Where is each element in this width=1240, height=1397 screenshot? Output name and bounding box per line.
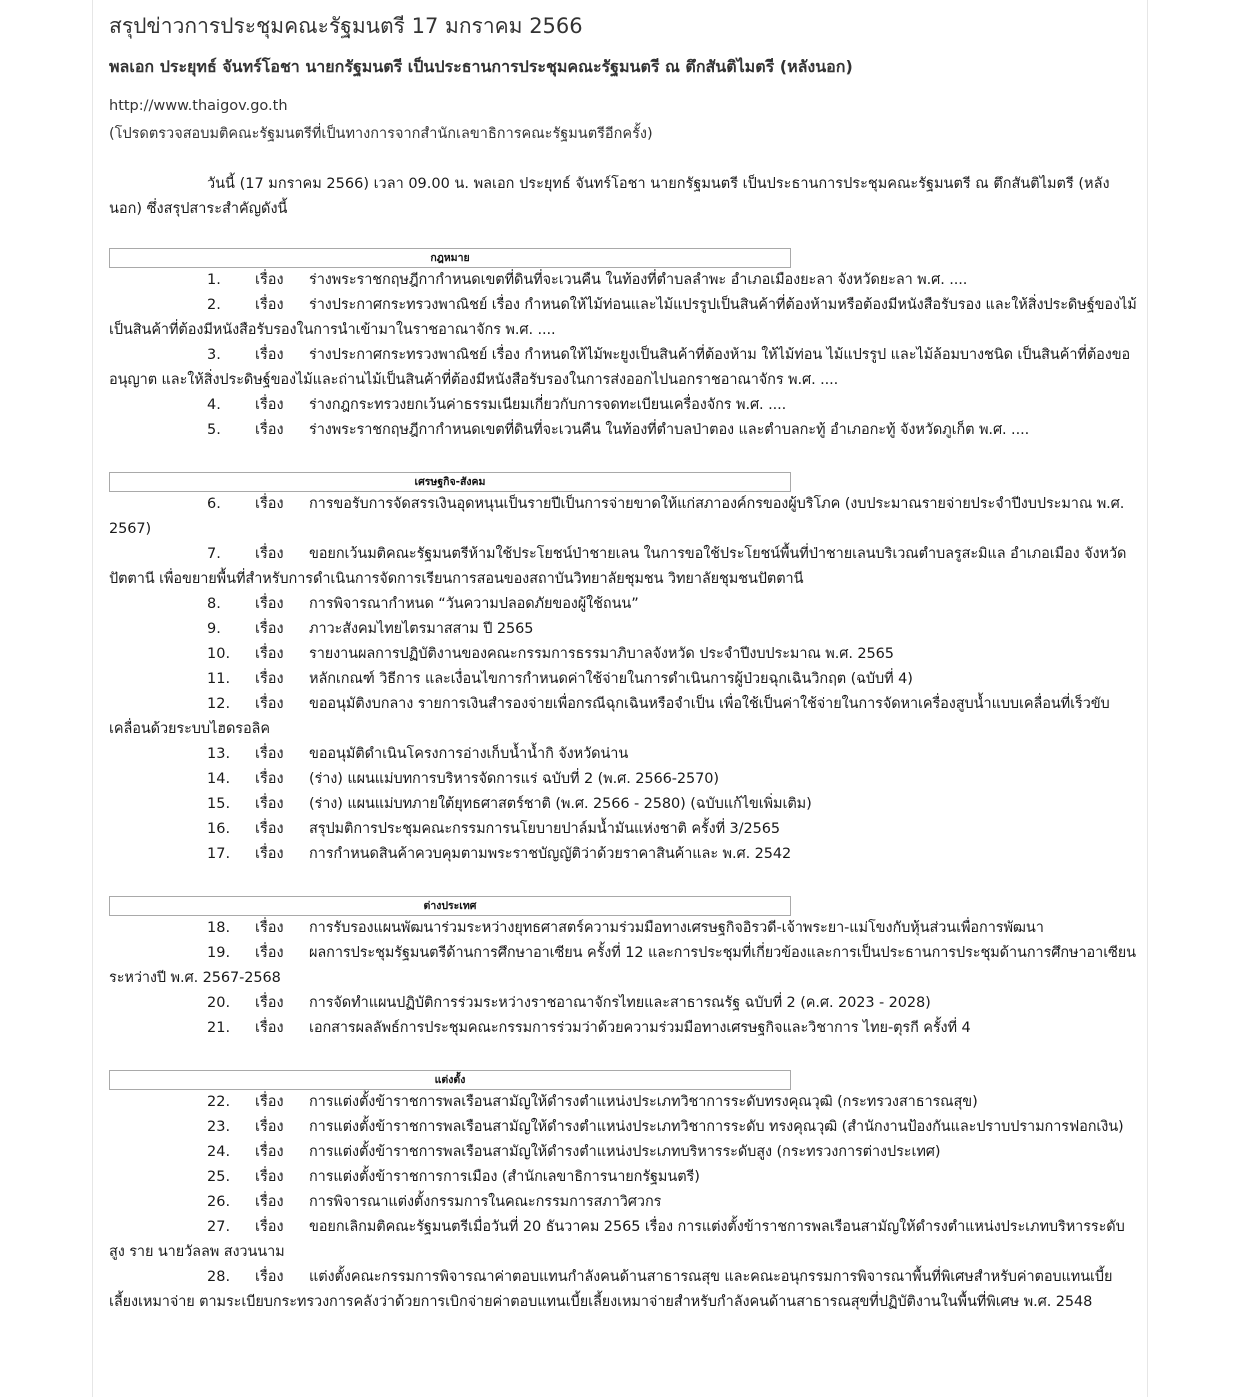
section-header: เศรษฐกิจ-สังคม <box>109 472 791 492</box>
agenda-item-text: การขอรับการจัดสรรเงินอุดหนุนเป็นรายปีเป็นการจ่ายขาดให้แก่สภาองค์กรของผู้บริโภค (งบประมาณรายจ่ายประจำปีงบประมาณ พ.ศ. 2567) <box>109 496 1125 537</box>
agenda-item-keyword: เรื่อง <box>255 1269 284 1285</box>
agenda-item-keyword: เรื่อง <box>255 496 284 512</box>
source-link[interactable]: http://www.thaigov.go.th <box>109 98 288 114</box>
agenda-item-text: สรุปมติการประชุมคณะกรรมการนโยบายปาล์มน้ำมันแห่งชาติ ครั้งที่ 3/2565 <box>309 821 780 837</box>
agenda-item-text: การกำหนดสินค้าควบคุมตามพระราชบัญญัติว่าด้วยราคาสินค้าและ พ.ศ. 2542 <box>309 846 792 862</box>
agenda-item <box>109 692 1139 742</box>
agenda-item <box>109 742 1139 767</box>
agenda-item-keyword: เรื่อง <box>255 297 284 313</box>
agenda-item-text: การแต่งตั้งข้าราชการการเมือง (สำนักเลขาธิการนายกรัฐมนตรี) <box>309 1169 700 1185</box>
agenda-item-text: ร่างประกาศกระทรวงพาณิชย์ เรื่อง กำหนดให้ไม้ท่อนและไม้แปรรูปเป็นสินค้าที่ต้องห้ามหรือต้องมีหนังสือรับรอง และให้สิ่งประดิษฐ์ของไม้เป็นสินค้าที่ต้องมีหนังสือรับรองในการนำเข้ามาในราชอาณาจักร พ.ศ. .... <box>109 297 1137 338</box>
agenda-item-number: 28. <box>207 1269 231 1285</box>
agenda-item-number: 4. <box>207 397 221 413</box>
agenda-item-text: ขอยกเว้นมติคณะรัฐมนตรีห้ามใช้ประโยชน์ป่าชายเลน ในการขอใช้ประโยชน์พื้นที่ป่าชายเลนบริเวณตำบลรูสะมิแล อำเภอเมือง จังหวัดปัตตานี เพื่อขยายพื้นที่สำหรับการดำเนินการจัดการเรียนการสอนของสถาบันวิทยาลัยชุมชน วิทยาลัยชุมชนปัตตานี <box>109 546 1127 587</box>
agenda-item <box>109 642 1139 667</box>
section-header: แต่งตั้ง <box>109 1070 791 1090</box>
agenda-item-keyword: เรื่อง <box>255 796 284 812</box>
page-subtitle: พลเอก ประยุทธ์ จันทร์โอชา นายกรัฐมนตรี เป็นประธานการประชุมคณะรัฐมนตรี ณ ตึกสันติไมตรี (หลังนอก) <box>109 57 853 76</box>
agenda-item-text: ร่างพระราชกฤษฎีกากำหนดเขตที่ดินที่จะเวนคืน ในท้องที่ตำบลลำพะ อำเภอเมืองยะลา จังหวัดยะลา พ.ศ. .... <box>309 272 968 288</box>
agenda-item-number: 12. <box>207 696 231 712</box>
agenda-item-number: 18. <box>207 920 231 936</box>
agenda-item <box>109 767 1139 792</box>
agenda-item <box>109 1140 1139 1165</box>
agenda-item <box>109 393 1139 418</box>
agenda-item-text: ขออนุมัติงบกลาง รายการเงินสำรองจ่ายเพื่อกรณีฉุกเฉินหรือจำเป็น เพื่อใช้เป็นค่าใช้จ่ายในการจัดหาเครื่องสูบน้ำแบบเคลื่อนที่เร็วขับเคลื่อนด้วยระบบไฮดรอลิค <box>109 696 1110 737</box>
agenda-item-keyword: เรื่อง <box>255 546 284 562</box>
agenda-item-text: ร่างกฎกระทรวงยกเว้นค่าธรรมเนียมเกี่ยวกับการจดทะเบียนเครื่องจักร พ.ศ. .... <box>309 397 787 413</box>
agenda-item-number: 2. <box>207 297 221 313</box>
agenda-item <box>109 991 1139 1016</box>
agenda-item-number: 6. <box>207 496 221 512</box>
agenda-item-keyword: เรื่อง <box>255 821 284 837</box>
agenda-item-keyword: เรื่อง <box>255 1169 284 1185</box>
agenda-item <box>109 1016 1139 1041</box>
agenda-item-number: 22. <box>207 1094 231 1110</box>
section-appointments <box>109 1070 1139 1315</box>
agenda-item-keyword: เรื่อง <box>255 422 284 438</box>
agenda-item-number: 8. <box>207 596 221 612</box>
agenda-item-keyword: เรื่อง <box>255 995 284 1011</box>
agenda-item <box>109 592 1139 617</box>
agenda-item-text: การจัดทำแผนปฏิบัติการร่วมระหว่างราชอาณาจักรไทยและสาธารณรัฐ ฉบับที่ 2 (ค.ศ. 2023 - 2028) <box>309 995 931 1011</box>
agenda-item-number: 5. <box>207 422 221 438</box>
agenda-item-number: 11. <box>207 671 231 687</box>
agenda-item-text: การพิจารณากำหนด “วันความปลอดภัยของผู้ใช้ถนน” <box>309 596 639 612</box>
agenda-item <box>109 343 1139 393</box>
agenda-item <box>109 916 1139 941</box>
agenda-item-number: 16. <box>207 821 231 837</box>
agenda-item-text: ขออนุมัติดำเนินโครงการอ่างเก็บน้ำน้ำกิ จังหวัดน่าน <box>309 746 629 762</box>
agenda-item-keyword: เรื่อง <box>255 945 284 961</box>
agenda-item <box>109 792 1139 817</box>
agenda-item-keyword: เรื่อง <box>255 1094 284 1110</box>
agenda-item-number: 19. <box>207 945 231 961</box>
agenda-item-keyword: เรื่อง <box>255 1020 284 1036</box>
agenda-item-number: 25. <box>207 1169 231 1185</box>
agenda-item-keyword: เรื่อง <box>255 696 284 712</box>
agenda-item-number: 17. <box>207 846 231 862</box>
agenda-item-keyword: เรื่อง <box>255 596 284 612</box>
agenda-item-keyword: เรื่อง <box>255 846 284 862</box>
agenda-item-keyword: เรื่อง <box>255 771 284 787</box>
agenda-item <box>109 941 1139 991</box>
agenda-item <box>109 667 1139 692</box>
agenda-item-text: ร่างประกาศกระทรวงพาณิชย์ เรื่อง กำหนดให้ไม้พะยูงเป็นสินค้าที่ต้องห้าม ให้ไม้ท่อน ไม้แปรรูป และไม้ล้อมบางชนิด เป็นสินค้าที่ต้องขออนุญาต และให้สิ่งประดิษฐ์ของไม้และถ่านไม้เป็นสินค้าที่ต้องมีหนังสือรับรองในการส่งออกไปนอกราชอาณาจักร พ.ศ. .... <box>109 347 1131 388</box>
agenda-item-keyword: เรื่อง <box>255 920 284 936</box>
agenda-item-keyword: เรื่อง <box>255 1219 284 1235</box>
agenda-item-keyword: เรื่อง <box>255 671 284 687</box>
agenda-item <box>109 293 1139 343</box>
section-economy-society <box>109 472 1139 867</box>
agenda-item-text: การแต่งตั้งข้าราชการพลเรือนสามัญให้ดำรงตำแหน่งประเภทบริหารระดับสูง (กระทรวงการต่างประเทศ) <box>309 1144 941 1160</box>
agenda-item <box>109 492 1139 542</box>
agenda-item <box>109 1265 1139 1315</box>
agenda-item <box>109 1190 1139 1215</box>
agenda-item <box>109 1090 1139 1115</box>
agenda-item-number: 23. <box>207 1119 231 1135</box>
page-title: สรุปข่าวการประชุมคณะรัฐมนตรี 17 มกราคม 2566 <box>109 14 583 38</box>
agenda-item-number: 21. <box>207 1020 231 1036</box>
agenda-item <box>109 842 1139 867</box>
agenda-item-text: ผลการประชุมรัฐมนตรีด้านการศึกษาอาเซียน ครั้งที่ 12 และการประชุมที่เกี่ยวข้องและการเป็นประธานการประชุมด้านการศึกษาอาเซียน ระหว่างปี พ.ศ. 2567-2568 <box>109 945 1136 986</box>
agenda-item-keyword: เรื่อง <box>255 746 284 762</box>
agenda-item-keyword: เรื่อง <box>255 397 284 413</box>
agenda-item-number: 10. <box>207 646 231 662</box>
agenda-item <box>109 617 1139 642</box>
agenda-item-text: รายงานผลการปฏิบัติงานของคณะกรรมการธรรมาภิบาลจังหวัด ประจำปีงบประมาณ พ.ศ. 2565 <box>309 646 894 662</box>
agenda-item-number: 15. <box>207 796 231 812</box>
agenda-item-text: ภาวะสังคมไทยไตรมาสสาม ปี 2565 <box>309 621 534 637</box>
agenda-item-text: (ร่าง) แผนแม่บทภายใต้ยุทธศาสตร์ชาติ (พ.ศ. 2566 - 2580) (ฉบับแก้ไขเพิ่มเติม) <box>309 796 812 812</box>
agenda-item-text: เอกสารผลลัพธ์การประชุมคณะกรรมการร่วมว่าด้วยความร่วมมือทางเศรษฐกิจและวิชาการ ไทย-ตุรกี ครั้งที่ 4 <box>309 1020 971 1036</box>
section-foreign-affairs <box>109 896 1139 1041</box>
agenda-item-number: 1. <box>207 272 221 288</box>
agenda-item-text: แต่งตั้งคณะกรรมการพิจารณาค่าตอบแทนกำลังคนด้านสาธารณสุข และคณะอนุกรรมการพิจารณาพื้นที่พิเศษสำหรับค่าตอบแทนเบี้ยเลี้ยงเหมาจ่าย ตามระเบียบกระทรวงการคลังว่าด้วยการเบิกจ่ายค่าตอบแทนเบี้ยเลี้ยงเหมาจ่ายสำหรับกำลังคนด้านสาธารณสุขที่ปฏิบัติงานในพื้นที่พิเศษ พ.ศ. 2548 <box>109 1269 1113 1310</box>
agenda-item-keyword: เรื่อง <box>255 272 284 288</box>
agenda-item-keyword: เรื่อง <box>255 621 284 637</box>
agenda-item <box>109 1115 1139 1140</box>
agenda-item-keyword: เรื่อง <box>255 347 284 363</box>
agenda-item-text: ร่างพระราชกฤษฎีกากำหนดเขตที่ดินที่จะเวนคืน ในท้องที่ตำบลป่าตอง และตำบลกะทู้ อำเภอกะทู้ จังหวัดภูเก็ต พ.ศ. .... <box>309 422 1030 438</box>
section-header: ต่างประเทศ <box>109 896 791 916</box>
agenda-item-text: ขอยกเลิกมติคณะรัฐมนตรีเมื่อวันที่ 20 ธันวาคม 2565 เรื่อง การแต่งตั้งข้าราชการพลเรือนสามัญให้ดำรงตำแหน่งประเภทบริหารระดับสูง ราย นายวัลลพ สงวนนาม <box>109 1219 1125 1260</box>
agenda-item-keyword: เรื่อง <box>255 1194 284 1210</box>
agenda-item-number: 3. <box>207 347 221 363</box>
agenda-item-keyword: เรื่อง <box>255 646 284 662</box>
agenda-item-text: การแต่งตั้งข้าราชการพลเรือนสามัญให้ดำรงตำแหน่งประเภทวิชาการระดับทรงคุณวุฒิ (กระทรวงสาธารณสุข) <box>309 1094 978 1110</box>
section-law <box>109 248 1139 443</box>
agenda-item-text: การแต่งตั้งข้าราชการพลเรือนสามัญให้ดำรงตำแหน่งประเภทวิชาการระดับ ทรงคุณวุฒิ (สำนักงานป้องกันและปราบปรามการฟอกเงิน) <box>309 1119 1124 1135</box>
agenda-item-number: 14. <box>207 771 231 787</box>
agenda-item <box>109 542 1139 592</box>
agenda-item-keyword: เรื่อง <box>255 1119 284 1135</box>
agenda-item <box>109 268 1139 293</box>
verification-note: (โปรดตรวจสอบมติคณะรัฐมนตรีที่เป็นทางการจากสำนักเลขาธิการคณะรัฐมนตรีอีกครั้ง) <box>109 126 653 142</box>
agenda-item-number: 27. <box>207 1219 231 1235</box>
agenda-item <box>109 817 1139 842</box>
agenda-item-number: 9. <box>207 621 221 637</box>
agenda-item-text: หลักเกณฑ์ วิธีการ และเงื่อนไขการกำหนดค่าใช้จ่ายในการดำเนินการผู้ป่วยฉุกเฉินวิกฤต (ฉบับที่ 4) <box>309 671 913 687</box>
agenda-item-number: 7. <box>207 546 221 562</box>
section-header: กฎหมาย <box>109 248 791 268</box>
intro-paragraph: วันนี้ (17 มกราคม 2566) เวลา 09.00 น. พลเอก ประยุทธ์ จันทร์โอชา นายกรัฐมนตรี เป็นประธานการประชุมคณะรัฐมนตรี ณ ตึกสันติไมตรี (หลังนอก) ซึ่งสรุปสาระสำคัญดังนี้ <box>109 176 1110 217</box>
agenda-item-number: 24. <box>207 1144 231 1160</box>
agenda-item-number: 20. <box>207 995 231 1011</box>
agenda-item-keyword: เรื่อง <box>255 1144 284 1160</box>
agenda-item-text: การพิจารณาแต่งตั้งกรรมการในคณะกรรมการสภาวิศวกร <box>309 1194 662 1210</box>
agenda-item-number: 26. <box>207 1194 231 1210</box>
agenda-item <box>109 1215 1139 1265</box>
agenda-item-number: 13. <box>207 746 231 762</box>
agenda-item-text: การรับรองแผนพัฒนาร่วมระหว่างยุทธศาสตร์ความร่วมมือทางเศรษฐกิจอิรวดี-เจ้าพระยา-แม่โขงกับหุ้นส่วนเพื่อการพัฒนา <box>309 920 1044 936</box>
agenda-item <box>109 1165 1139 1190</box>
agenda-item <box>109 418 1139 443</box>
agenda-item-text: (ร่าง) แผนแม่บทการบริหารจัดการแร่ ฉบับที่ 2 (พ.ศ. 2566-2570) <box>309 771 719 787</box>
document-page <box>92 0 1148 1397</box>
